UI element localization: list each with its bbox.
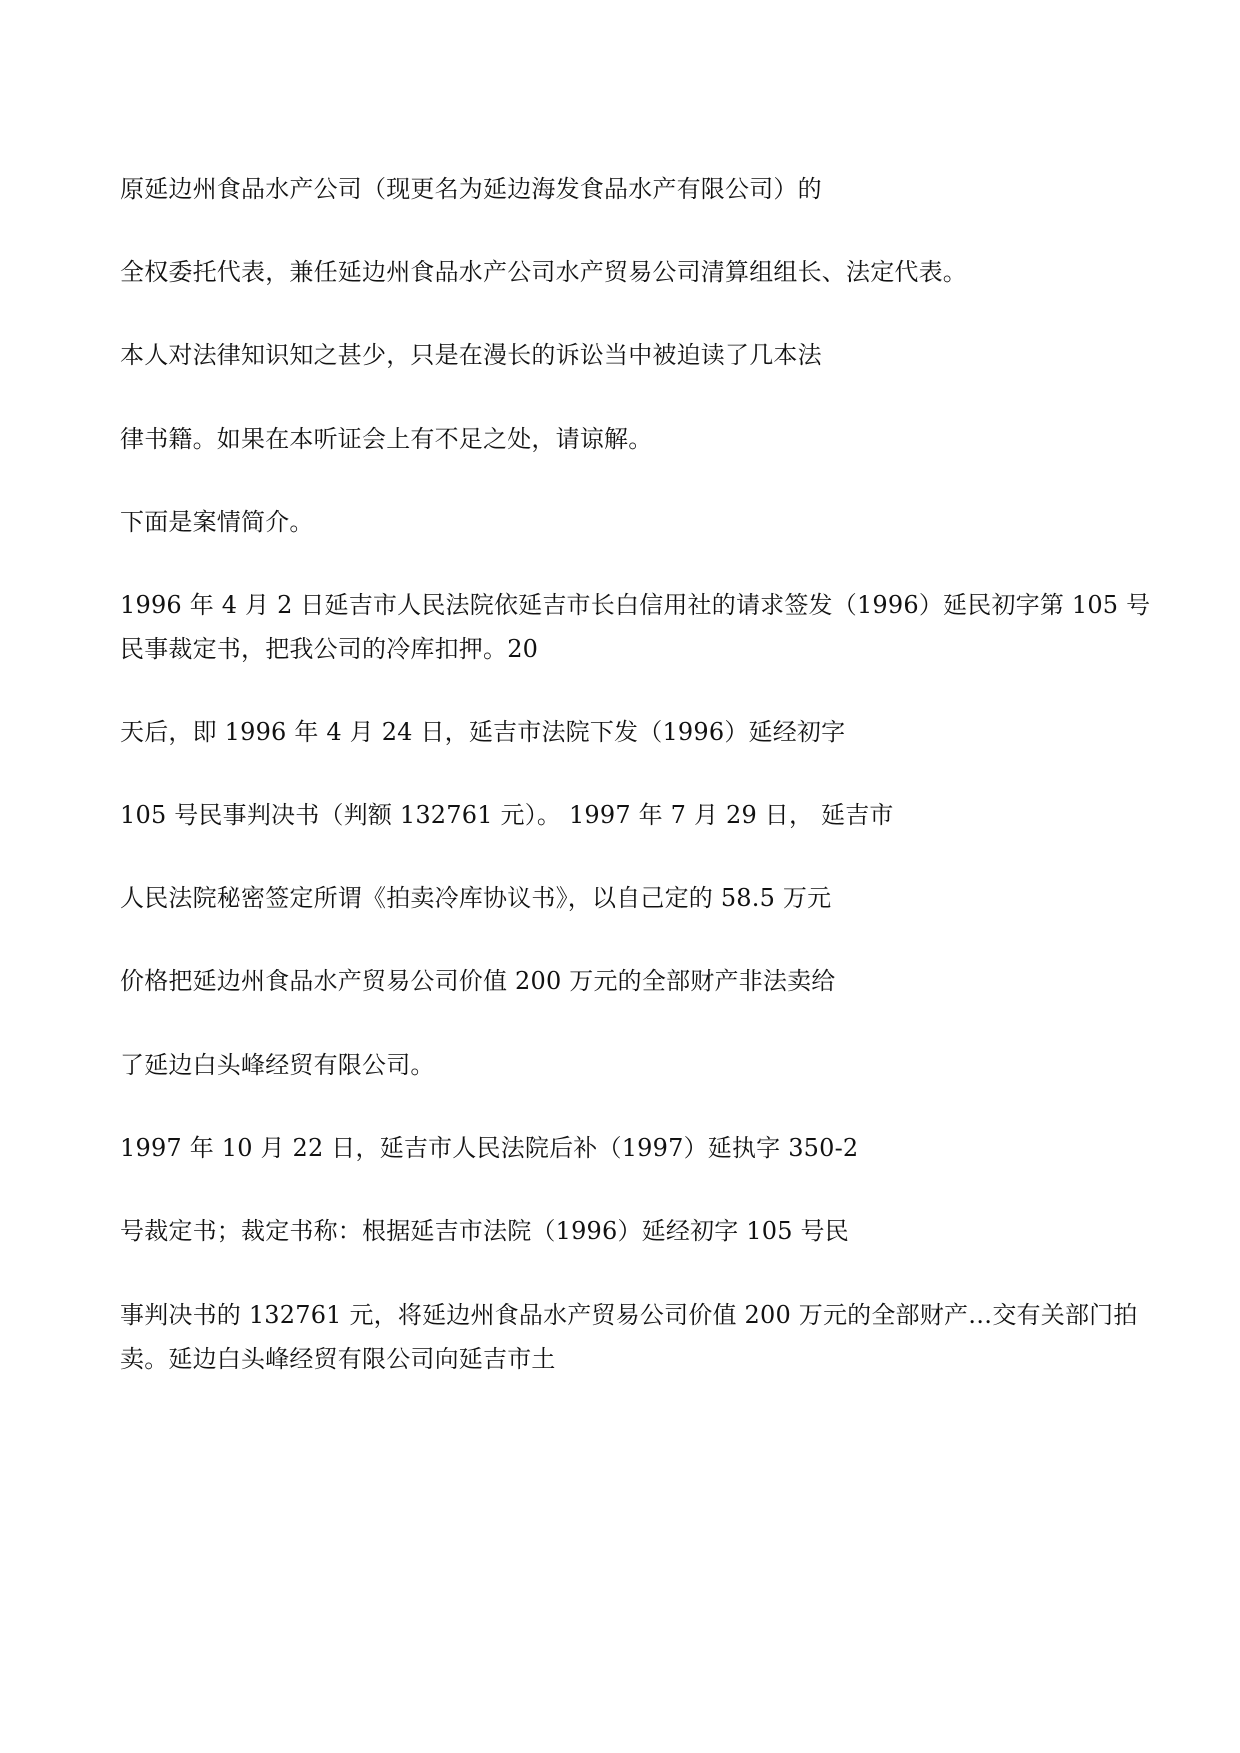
paragraph-14: [120, 1293, 1138, 1381]
paragraph-2: [120, 250, 1130, 294]
paragraph-6: [120, 583, 1151, 671]
paragraph-11: [120, 1043, 1130, 1087]
text-line: 卖。延边白头峰经贸有限公司向延吉市土: [120, 1345, 556, 1373]
text-line: 本人对法律知识知之甚少，只是在漫长的诉讼当中被迫读了几本法: [120, 341, 822, 369]
text-line: 全权委托代表，兼任延边州食品水产公司水产贸易公司清算组组长、法定代表。: [120, 258, 967, 286]
text-line: 律书籍。如果在本听证会上有不足之处，请谅解。: [120, 425, 653, 453]
text-line: 了延边白头峰经贸有限公司。: [120, 1051, 435, 1079]
text-line: 人民法院秘密签定所谓《拍卖冷库协议书》，以自己定的 58.5 万元: [120, 884, 832, 912]
text-line: 号裁定书；裁定书称：根据延吉市法院（1996）延经初字 105 号民: [120, 1217, 849, 1245]
text-line: 1997 年 10 月 22 日，延吉市人民法院后补（1997）延执字 350-2: [120, 1134, 859, 1162]
paragraph-8: [120, 793, 1130, 837]
paragraph-7: [120, 710, 1130, 754]
paragraph-5: [120, 500, 1130, 544]
text-line: 天后，即 1996 年 4 月 24 日，延吉市法院下发（1996）延经初字: [120, 718, 846, 746]
paragraph-13: [120, 1209, 1130, 1253]
paragraph-12: [120, 1126, 1130, 1170]
paragraph-10: [120, 959, 1130, 1003]
text-line: 民事裁定书，把我公司的冷库扣押。20: [120, 635, 539, 663]
paragraph-3: [120, 333, 1130, 377]
text-line: 1996 年 4 月 2 日延吉市人民法院依延吉市长白信用社的请求签发（1996）延民初字第 105 号: [120, 591, 1151, 619]
text-line: 原延边州食品水产公司（现更名为延边海发食品水产有限公司）的: [120, 175, 822, 203]
text-line: 105 号民事判决书（判额 132761 元）。 1997 年 7 月 29 日， 延吉市: [120, 801, 894, 829]
paragraph-4: [120, 417, 1130, 461]
paragraph-1: [120, 167, 1130, 211]
paragraph-9: [120, 876, 1130, 920]
text-line: 价格把延边州食品水产贸易公司价值 200 万元的全部财产非法卖给: [120, 967, 836, 995]
text-line: 下面是案情简介。: [120, 508, 314, 536]
text-line: 事判决书的 132761 元，将延边州食品水产贸易公司价值 200 万元的全部财产…交有关部门拍: [120, 1301, 1138, 1329]
